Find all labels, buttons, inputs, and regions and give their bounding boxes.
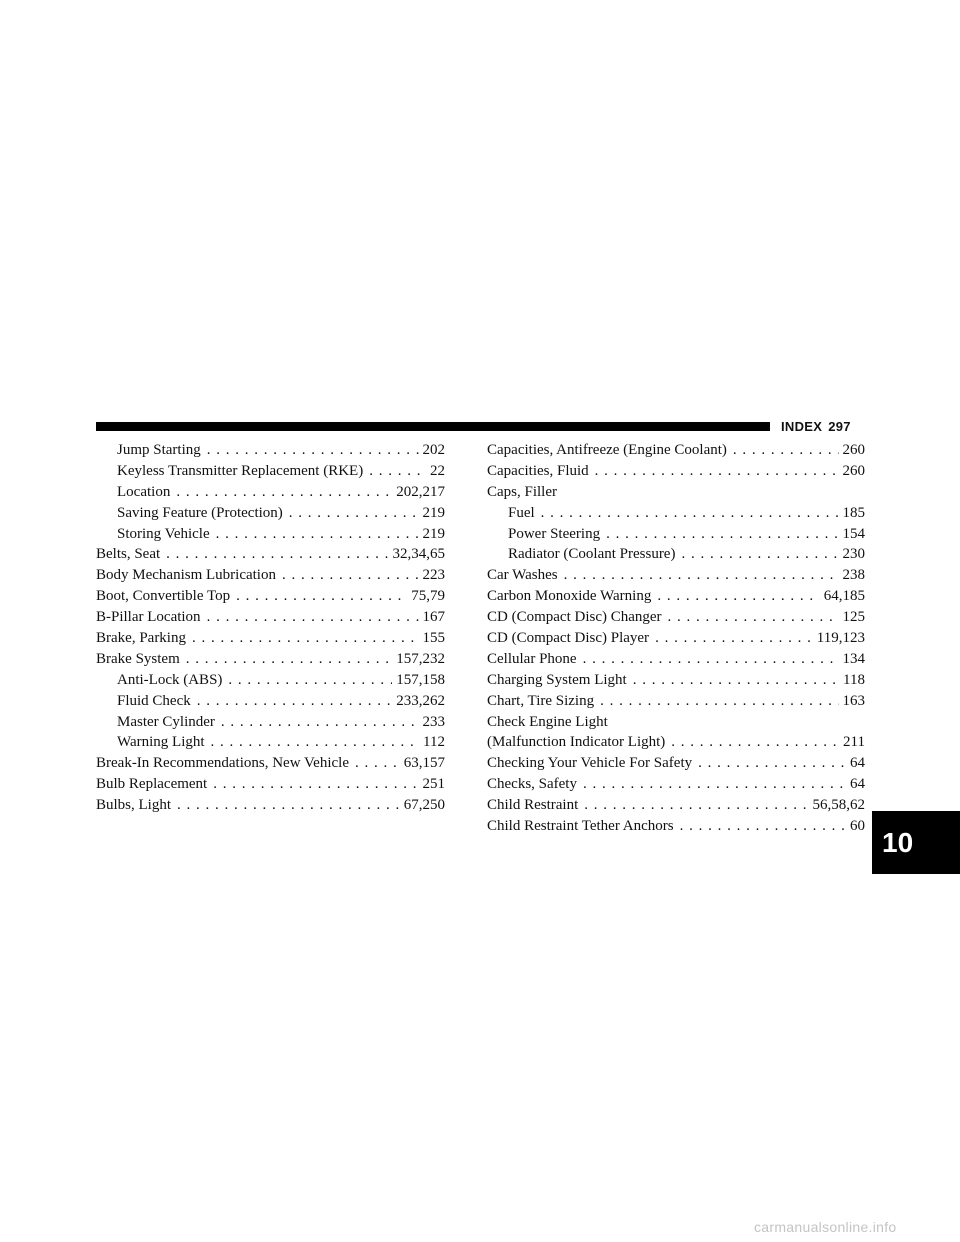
index-entry[interactable]: [487, 482, 865, 503]
index-term: Child Restraint: [487, 797, 579, 814]
index-term: Brake, Parking: [96, 630, 186, 647]
index-entry[interactable]: [96, 503, 445, 524]
index-term: Location: [117, 483, 171, 500]
dot-leader: [564, 565, 839, 586]
page-reference[interactable]: 157,158: [396, 671, 445, 688]
page-reference[interactable]: 238: [842, 567, 865, 584]
page-reference[interactable]: 260: [842, 442, 865, 458]
index-entry[interactable]: [96, 524, 445, 545]
page-reference[interactable]: 56,58,62: [812, 797, 865, 814]
dot-leader: [282, 565, 419, 586]
index-entry[interactable]: [96, 461, 445, 482]
index-entry[interactable]: [96, 607, 445, 628]
index-entry[interactable]: [487, 565, 865, 586]
index-entry[interactable]: [487, 753, 865, 774]
dot-leader: [166, 544, 388, 565]
index-entry[interactable]: [487, 816, 865, 837]
dot-leader: [583, 649, 839, 670]
index-term: Bulbs, Light: [96, 797, 172, 814]
index-entry[interactable]: [96, 774, 445, 795]
dot-leader: [355, 753, 400, 774]
index-term: CD (Compact Disc) Changer: [487, 609, 662, 626]
page-reference[interactable]: 22: [430, 462, 445, 479]
dot-leader: [733, 440, 839, 461]
dot-leader: [289, 503, 419, 524]
watermark: carmanualsonline.info: [754, 1219, 897, 1235]
index-term: Radiator (Coolant Pressure): [508, 546, 676, 563]
index-entry[interactable]: [96, 628, 445, 649]
dot-leader: [681, 544, 838, 565]
page-reference[interactable]: 134: [842, 650, 865, 667]
dot-leader: [228, 670, 392, 691]
index-entry[interactable]: [487, 774, 865, 795]
dot-leader: [655, 628, 813, 649]
dot-leader: [606, 524, 838, 545]
index-entry[interactable]: [487, 795, 865, 816]
page-reference[interactable]: 230: [842, 546, 865, 563]
index-entry[interactable]: [487, 628, 865, 649]
index-entry[interactable]: [96, 691, 445, 712]
index-entry[interactable]: [96, 586, 445, 607]
page-reference[interactable]: 202,217: [396, 483, 445, 500]
page-reference[interactable]: 260: [842, 462, 865, 479]
index-entry[interactable]: [487, 586, 865, 607]
index-term: Checking Your Vehicle For Safety: [487, 755, 693, 772]
page-reference[interactable]: 219: [422, 525, 445, 542]
index-term: Caps, Filler: [487, 483, 557, 500]
page-number: 297: [828, 419, 851, 434]
index-term: Checks, Safety: [487, 776, 577, 793]
index-term: Capacities, Fluid: [487, 462, 589, 479]
dot-leader: [595, 461, 839, 482]
page-reference[interactable]: 219: [422, 504, 445, 521]
index-term: Chart, Tire Sizing: [487, 692, 595, 709]
page-reference[interactable]: 64: [850, 755, 865, 772]
running-header: [781, 419, 851, 435]
index-term: Storing Vehicle: [117, 525, 210, 542]
page-reference[interactable]: 67,250: [403, 797, 445, 814]
index-entry[interactable]: [96, 565, 445, 586]
page-reference[interactable]: 112: [423, 734, 445, 751]
index-entry[interactable]: [96, 753, 445, 774]
page-reference[interactable]: 185: [842, 504, 865, 521]
index-term: Child Restraint Tether Anchors: [487, 818, 674, 835]
page-reference[interactable]: 125: [842, 609, 865, 626]
dot-leader: [680, 816, 846, 837]
page-reference[interactable]: 64: [850, 776, 865, 793]
dot-leader: [216, 524, 419, 545]
index-term: Master Cylinder: [117, 713, 215, 730]
page-reference[interactable]: 75,79: [411, 588, 445, 605]
index-term: Saving Feature (Protection): [117, 504, 283, 521]
page-reference[interactable]: 167: [422, 609, 445, 626]
index-column-right: [487, 440, 865, 837]
index-entry[interactable]: [487, 649, 865, 670]
page-reference[interactable]: 155: [422, 630, 445, 647]
index-entry[interactable]: [487, 607, 865, 628]
page-reference[interactable]: 233,262: [396, 692, 445, 709]
index-term: CD (Compact Disc) Player: [487, 630, 650, 647]
page-reference[interactable]: 211: [843, 734, 865, 751]
page-reference[interactable]: 119,123: [816, 630, 865, 647]
dot-leader: [211, 732, 420, 753]
index-term: Fluid Check: [117, 692, 191, 709]
header-rule: [96, 422, 770, 431]
dot-leader: [541, 503, 839, 524]
index-term: Car Washes: [487, 567, 558, 584]
index-entry[interactable]: [487, 524, 865, 545]
dot-leader: [671, 732, 839, 753]
index-entry[interactable]: [487, 544, 865, 565]
page-reference[interactable]: 233: [422, 713, 445, 730]
section-title: INDEX: [781, 419, 823, 434]
index-term: Charging System Light: [487, 671, 627, 688]
index-entry[interactable]: [487, 670, 865, 691]
chapter-tab[interactable]: [872, 811, 960, 874]
dot-leader: [213, 774, 418, 795]
dot-leader: [698, 753, 846, 774]
index-term: Fuel: [508, 504, 535, 521]
dot-leader: [186, 649, 393, 670]
index-term: Keyless Transmitter Replacement (RKE): [117, 462, 364, 479]
index-column-left: [96, 440, 445, 816]
index-entry[interactable]: [96, 670, 445, 691]
index-entry[interactable]: [487, 712, 865, 733]
index-term: Brake System: [96, 650, 180, 667]
dot-leader: [583, 774, 846, 795]
index-term: Capacities, Antifreeze (Engine Coolant): [487, 442, 727, 458]
index-term: Body Mechanism Lubrication: [96, 567, 276, 584]
dot-leader: [369, 461, 426, 482]
index-entry[interactable]: [96, 482, 445, 503]
page-reference[interactable]: 251: [422, 776, 445, 793]
chapter-number: 10: [882, 826, 914, 858]
index-term: Break-In Recommendations, New Vehicle: [96, 755, 349, 772]
dot-leader: [600, 691, 838, 712]
dot-leader: [221, 712, 419, 733]
dot-leader: [177, 795, 400, 816]
index-entry[interactable]: [96, 712, 445, 733]
index-term: Warning Light: [117, 734, 205, 751]
index-term: Belts, Seat: [96, 546, 161, 563]
index-term: Carbon Monoxide Warning: [487, 588, 652, 605]
page-reference[interactable]: 60: [850, 818, 865, 835]
dot-leader: [236, 586, 407, 607]
dot-leader: [657, 586, 819, 607]
index-entry[interactable]: [96, 649, 445, 670]
page-reference[interactable]: 32,34,65: [392, 546, 445, 563]
dot-leader: [197, 691, 393, 712]
index-entry[interactable]: [487, 461, 865, 482]
index-entry[interactable]: [487, 732, 865, 753]
index-term: (Malfunction Indicator Light): [487, 734, 666, 751]
page-reference[interactable]: 202: [422, 442, 445, 458]
index-entry[interactable]: [487, 440, 865, 461]
dot-leader: [176, 482, 392, 503]
index-entry[interactable]: [96, 795, 445, 816]
page-reference[interactable]: 163: [842, 692, 865, 709]
dot-leader: [207, 607, 419, 628]
index-entry[interactable]: [96, 732, 445, 753]
index-term: B-Pillar Location: [96, 609, 201, 626]
page-reference[interactable]: 118: [843, 671, 865, 688]
index-entry[interactable]: [487, 691, 865, 712]
dot-leader: [668, 607, 839, 628]
index-term: Cellular Phone: [487, 650, 577, 667]
page-reference[interactable]: 63,157: [403, 755, 445, 772]
index-term: Bulb Replacement: [96, 776, 208, 793]
page-reference[interactable]: 64,185: [823, 588, 865, 605]
index-entry[interactable]: [487, 503, 865, 524]
dot-leader: [633, 670, 839, 691]
dot-leader: [207, 440, 419, 461]
index-term: Anti-Lock (ABS): [117, 671, 223, 688]
index-entry[interactable]: [96, 440, 445, 461]
index-term: Jump Starting: [117, 442, 201, 458]
page-reference[interactable]: 154: [842, 525, 865, 542]
page-reference[interactable]: 157,232: [396, 650, 445, 667]
index-term: Power Steering: [508, 525, 601, 542]
dot-leader: [584, 795, 808, 816]
dot-leader: [192, 628, 419, 649]
page-reference[interactable]: 223: [422, 567, 445, 584]
index-entry[interactable]: [96, 544, 445, 565]
index-term: Boot, Convertible Top: [96, 588, 231, 605]
index-term: Check Engine Light: [487, 713, 608, 730]
